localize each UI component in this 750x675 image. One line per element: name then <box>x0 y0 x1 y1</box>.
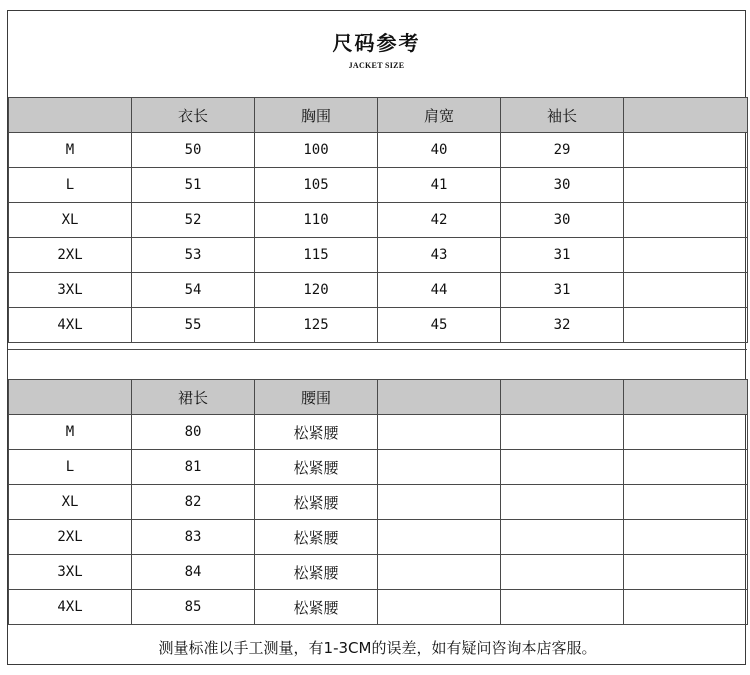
table-cell: 80 <box>132 415 255 450</box>
size-chart <box>7 10 746 665</box>
table-cell <box>501 450 624 485</box>
size-label: 3XL <box>9 273 132 308</box>
table-cell: 31 <box>501 273 624 308</box>
table-cell <box>624 133 748 168</box>
table-row <box>9 133 748 168</box>
table-cell: 29 <box>501 133 624 168</box>
table-cell <box>624 450 748 485</box>
table-cell: 53 <box>132 238 255 273</box>
table-cell: 松紧腰 <box>255 485 378 520</box>
column-header: 腰围 <box>255 380 378 415</box>
table-cell <box>624 203 748 238</box>
size-label: L <box>9 168 132 203</box>
jacket-size-table <box>8 97 748 343</box>
table-cell <box>624 555 748 590</box>
table-row <box>9 415 748 450</box>
size-label: XL <box>9 485 132 520</box>
size-label: M <box>9 133 132 168</box>
table-cell <box>624 415 748 450</box>
table-row <box>9 273 748 308</box>
table-cell: 32 <box>501 308 624 343</box>
table-cell: 82 <box>132 485 255 520</box>
table-cell: 30 <box>501 203 624 238</box>
table-cell <box>378 590 501 625</box>
table-cell <box>501 590 624 625</box>
skirt-size-table <box>8 379 748 625</box>
column-header <box>624 380 748 415</box>
table-cell: 43 <box>378 238 501 273</box>
size-label: L <box>9 450 132 485</box>
title-area <box>8 11 745 97</box>
size-label: 3XL <box>9 555 132 590</box>
table-cell: 125 <box>255 308 378 343</box>
table-cell: 44 <box>378 273 501 308</box>
table-row <box>9 238 748 273</box>
table-cell: 105 <box>255 168 378 203</box>
table-cell: 55 <box>132 308 255 343</box>
table-cell <box>624 273 748 308</box>
table-cell <box>624 590 748 625</box>
table-cell: 松紧腰 <box>255 555 378 590</box>
table-cell <box>501 485 624 520</box>
table-cell: 83 <box>132 520 255 555</box>
size-label: 4XL <box>9 308 132 343</box>
table-cell <box>378 485 501 520</box>
table-cell: 松紧腰 <box>255 520 378 555</box>
table-cell: 42 <box>378 203 501 238</box>
table-cell <box>624 238 748 273</box>
chart-subtitle: JACKET SIZE <box>348 61 405 70</box>
table-cell <box>624 520 748 555</box>
size-label: 2XL <box>9 238 132 273</box>
footer-note: 测量标准以手工测量，有1-3CM的误差，如有疑问咨询本店客服。 <box>158 639 597 657</box>
table-cell: 120 <box>255 273 378 308</box>
table-cell: 30 <box>501 168 624 203</box>
column-header <box>624 98 748 133</box>
table-cell: 84 <box>132 555 255 590</box>
column-header: 肩宽 <box>378 98 501 133</box>
table-cell <box>624 308 748 343</box>
table-cell <box>378 555 501 590</box>
table-cell: 110 <box>255 203 378 238</box>
table-cell: 81 <box>132 450 255 485</box>
table-row <box>9 555 748 590</box>
table-row <box>9 203 748 238</box>
table-cell <box>624 168 748 203</box>
column-header <box>378 380 501 415</box>
table-cell: 51 <box>132 168 255 203</box>
column-header: 衣长 <box>132 98 255 133</box>
table-cell <box>624 485 748 520</box>
table-cell: 松紧腰 <box>255 450 378 485</box>
table-spacer <box>8 349 747 379</box>
table-cell: 松紧腰 <box>255 415 378 450</box>
size-label: 4XL <box>9 590 132 625</box>
table-row <box>9 308 748 343</box>
table-cell: 45 <box>378 308 501 343</box>
column-header: 胸围 <box>255 98 378 133</box>
table-cell <box>378 415 501 450</box>
header-row <box>9 98 748 133</box>
size-label: XL <box>9 203 132 238</box>
chart-title: 尺码参考 <box>332 31 421 55</box>
table-row <box>9 485 748 520</box>
table-cell: 50 <box>132 133 255 168</box>
column-header: 袖长 <box>501 98 624 133</box>
size-label: M <box>9 415 132 450</box>
table-cell: 100 <box>255 133 378 168</box>
table-cell <box>501 415 624 450</box>
table-cell: 85 <box>132 590 255 625</box>
header-row <box>9 380 748 415</box>
table-cell <box>501 555 624 590</box>
table-cell: 40 <box>378 133 501 168</box>
table-cell: 54 <box>132 273 255 308</box>
table-row <box>9 520 748 555</box>
table-cell: 31 <box>501 238 624 273</box>
table-row <box>9 168 748 203</box>
table-cell <box>378 450 501 485</box>
column-header <box>501 380 624 415</box>
table-cell: 松紧腰 <box>255 590 378 625</box>
table-cell <box>378 520 501 555</box>
table-row <box>9 590 748 625</box>
column-header <box>9 380 132 415</box>
size-label: 2XL <box>9 520 132 555</box>
table-cell <box>501 520 624 555</box>
table-cell: 115 <box>255 238 378 273</box>
table-cell: 41 <box>378 168 501 203</box>
table-row <box>9 450 748 485</box>
column-header: 裙长 <box>132 380 255 415</box>
table-cell: 52 <box>132 203 255 238</box>
column-header <box>9 98 132 133</box>
